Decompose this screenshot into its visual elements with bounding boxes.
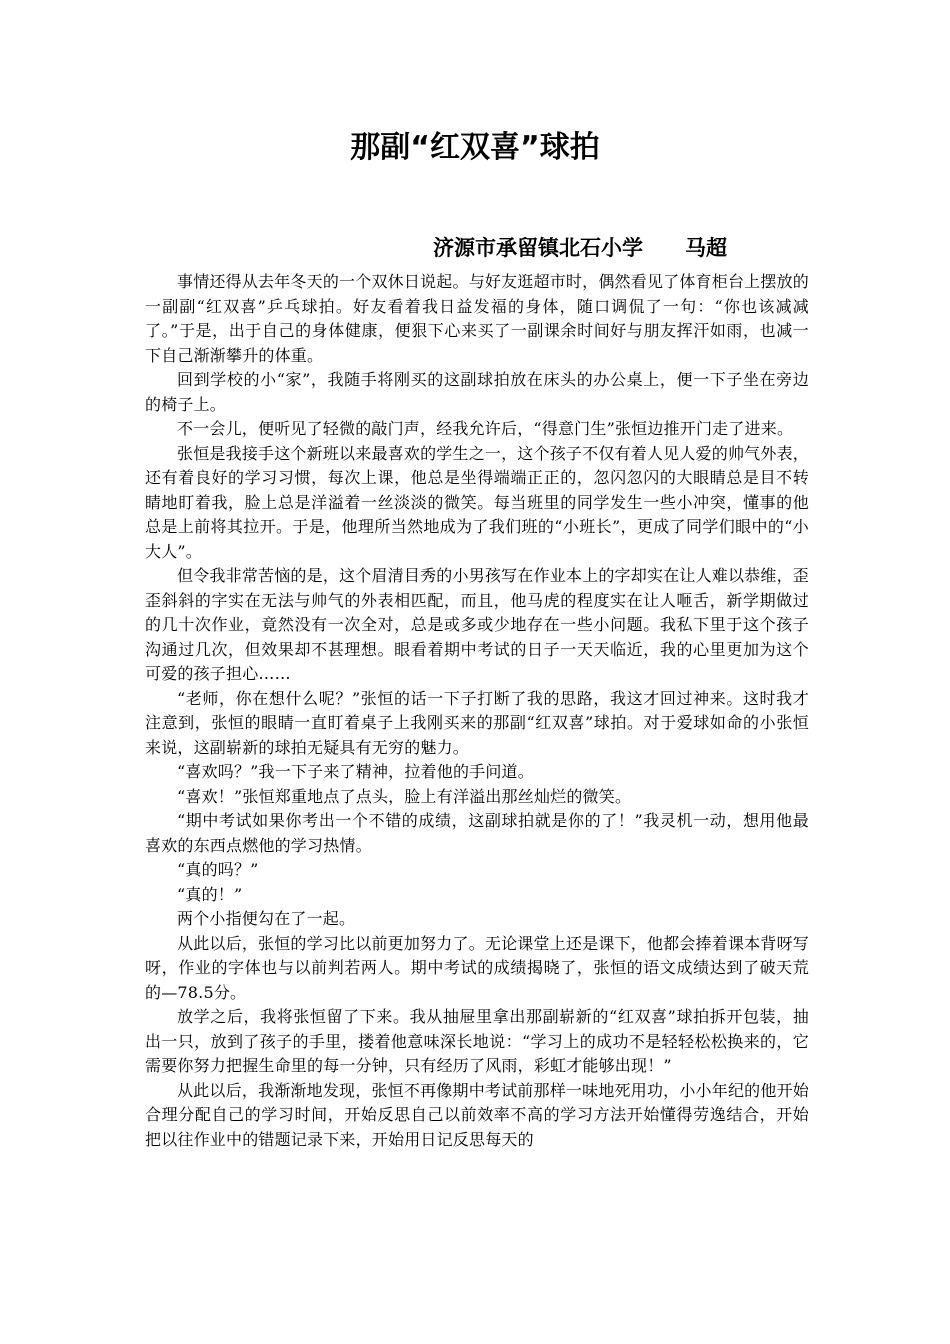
paragraph: 回到学校的小“家”，我随手将刚买的这副球拍放在床头的办公桌上，便一下子坐在旁边的椅子上。 — [145, 370, 809, 414]
paragraph: 不一会儿，便听见了轻微的敲门声，经我允许后，“得意门生”张恒边推开门走了进来。 — [177, 419, 794, 438]
paragraph: “老师，你在想什么呢？”张恒的话一下子打断了我的思路，我这才回过神来。这时我才注意到，张恒的眼睛一直盯着桌子上我刚买来的那副“红双喜”球拍。对于爱球如命的小张恒来说，这副崭新的球拍无疑具有无穷的魅力。 — [145, 688, 809, 757]
article-body — [145, 270, 809, 1152]
paragraph: “喜欢！”张恒郑重地点了点头，脸上有洋溢出那丝灿烂的微笑。 — [177, 786, 632, 806]
paragraph: “真的！” — [177, 884, 243, 904]
article-title: 那副“红双喜”球拍 — [350, 130, 600, 165]
paragraph: 两个小指便勾在了一起。 — [177, 909, 356, 928]
paragraph: 事情还得从去年冬天的一个双休日说起。与好友逛超市时，偶然看见了体育柜台上摆放的一副副“红双喜”乒乓球拍。好友看着我日益发福的身体，随口调侃了一句：“你也该减减了。”于是，出于自己的身体健康，便狠下心来买了一副课余时间好与朋友挥汗如雨，也减一下自己渐渐攀升的体重。 — [145, 272, 809, 365]
paragraph: 从此以后，张恒的学习比以前更加努力了。无论课堂上还是课下，他都会捧着课本背呀写呀，作业的字体也与以前判若两人。期中考试的成绩揭晓了，张恒的语文成绩达到了破天荒的—78.5分。 — [145, 933, 809, 1002]
author-byline: 济源市承留镇北石小学 马超 — [433, 236, 727, 260]
paragraph: 但令我非常苦恼的是，这个眉清目秀的小男孩写在作业本上的字却实在让人难以恭维，歪歪斜斜的字实在无法与帅气的外表相匹配，而且，他马虎的程度实在让人咂舌，新学期做过的几十次作业，竟然没有一次全对，总是或多或少地存在一些小问题。我私下里于这个孩子沟通过几次，但效果却不甚理想。眼看着期中考试的日子一天天临近，我的心里更加为这个可爱的孩子担心…… — [145, 566, 809, 683]
paragraph: 从此以后，我渐渐地发现，张恒不再像期中考试前那样一味地死用功，小小年纪的他开始合理分配自己的学习时间，开始反思自己以前效率不高的学习方法开始懂得劳逸结合，开始把以往作业中的错题记录下来，开始用日记反思每天的 — [145, 1080, 809, 1149]
paragraph: 张恒是我接手这个新班以来最喜欢的学生之一，这个孩子不仅有着人见人爱的帅气外表，还有着良好的学习习惯，每次上课，他总是坐得端端正正的，忽闪忽闪的大眼睛总是目不转睛地盯着我，脸上总是洋溢着一丝淡淡的微笑。每当班里的同学发生一些小冲突，懂事的他总是上前将其拉开。于是，他理所当然地成为了我们班的“小班长”，更成了同学们眼中的“小大人”。 — [145, 443, 809, 561]
paragraph: “喜欢吗？”我一下子来了精神，拉着他的手问道。 — [177, 762, 534, 781]
paragraph: “期中考试如果你考出一个不错的成绩，这副球拍就是你的了！”我灵机一动，想用他最喜欢的东西点燃他的学习热情。 — [145, 811, 809, 855]
paragraph: 放学之后，我将张恒留了下来。我从抽屉里拿出那副崭新的“红双喜”球拍拆开包装，抽出一只，放到了孩子的手里，搂着他意味深长地说：“学习上的成功不是轻轻松松换来的，它需要你努力把握生命里的每一分钟，只有经历了风雨，彩虹才能够出现！” — [145, 1007, 809, 1075]
paragraph: “真的吗？” — [177, 860, 259, 879]
